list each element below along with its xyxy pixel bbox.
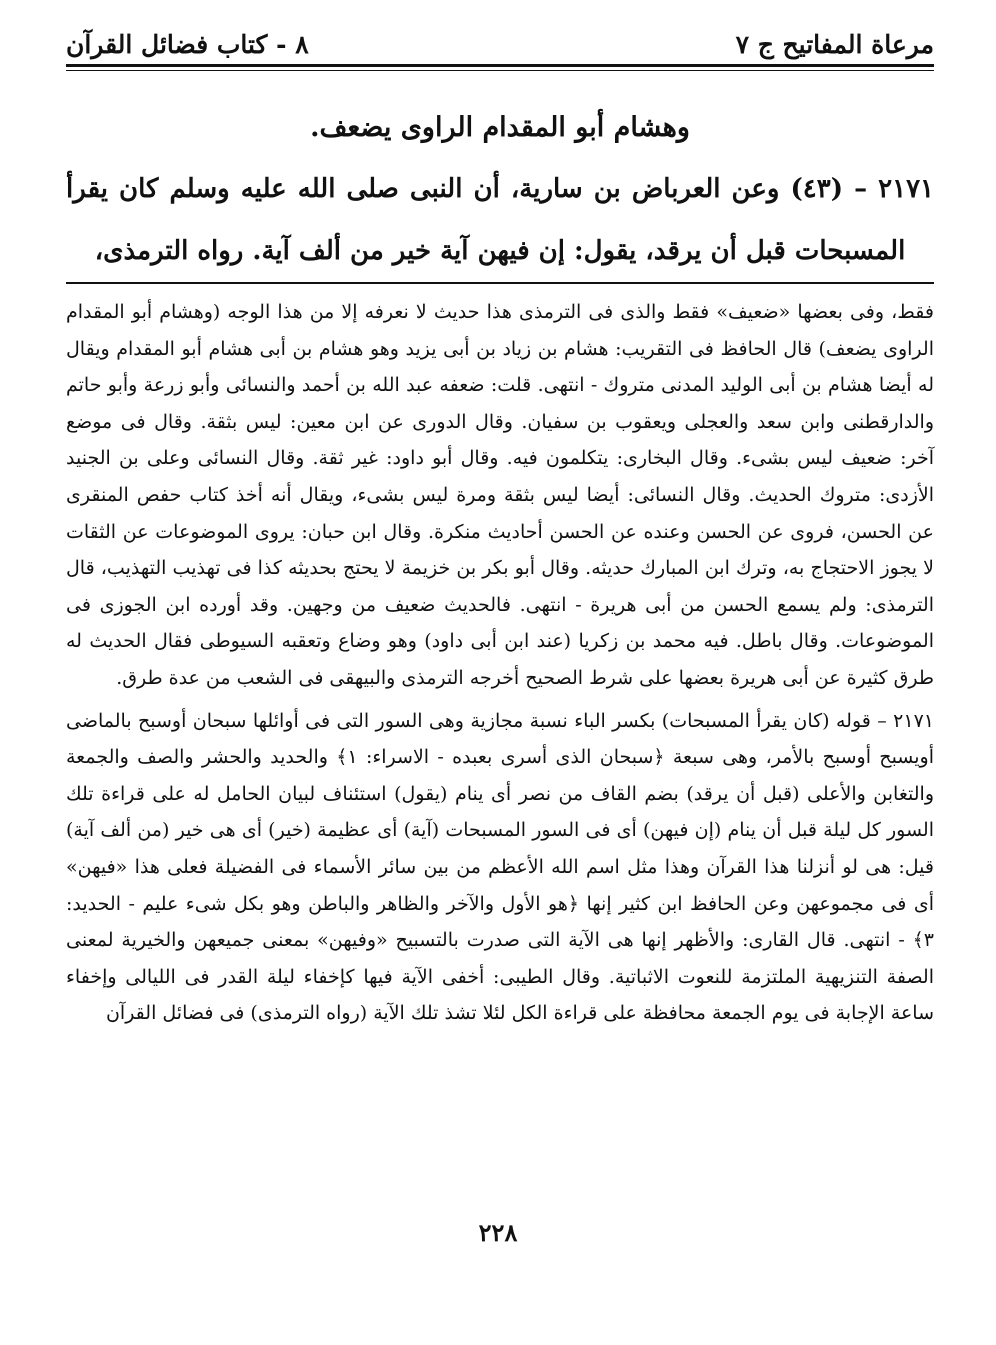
commentary-paragraph-2: ٢١٧١ – قوله (كان يقرأ المسبحات) بكسر الباء نسبة مجازية وهى السور التى فى أوائلها سبحان أوسبح بالماضى أويسبح أوسبح بالأمر، وهى سبعة ﴿سبحان الذى أسرى بعبده - الاسراء: ١﴾ والحديد والحشر والصف والجمعة والتغابن والأعلى (قبل أن يرقد) بضم القاف من نصر أى ينام (يقول) استئناف لبيان الحامل له على قراءة تلك السور كل ليلة قبل أن ينام (إن فيهن) أى فى السور المسبحات (آية) أى عظيمة (خير) أى هى خير (من ألف آية) قيل: هى لو أنزلنا هذا القرآن وهذا مثل اسم الله الأعظم من بين سائر الأسماء فى الفضيلة فعلى هذا «فيهن» أى فى مجموعهن وعن الحافظ ابن كثير إنها ﴿هو الأول والآخر والظاهر والباطن وهو بكل شىء عليم - الحديد: ٣﴾ - انتهى. قال القارى: والأظهر إنها هى الآية التى صدرت بالتسبيح «وفيهن» بمعنى جميعهن والخيرية لمعنى الصفة التنزيهية الملتزمة للنعوت الاثباتية. وقال الطيبى: أخفى الآية فيها كإخفاء ليلة القدر فى الليالى وإخفاء ساعة الإجابة فى يوم الجمعة محافظة على قراءة الكل لئلا تشذ تلك الآية (رواه الترمذى) فى فضائل القرآن xyxy=(66,709,934,1025)
commentary xyxy=(66,294,934,1032)
commentary-paragraph-1: فقط، وفى بعضها «ضعيف» فقط والذى فى الترمذى هذا حديث لا نعرفه إلا من هذا الوجه (وهشام أبو المقدام الراوى يضعف) قال الحافظ فى التقريب: هشام بن زياد بن أبى يزيد وهو هشام بن أبى هشام أبو المقدام ويقال له أيضا هشام بن أبى الوليد المدنى متروك - انتهى. قلت: ضعفه عبد الله بن أحمد والنسائى وأبو زرعة وأبو حاتم والدارقطنى وابن سعد والعجلى ويعقوب بن سفيان. وقال الدورى عن ابن معين: ليس بثقة. وقال فى موضع آخر: ضعيف ليس بشىء. وقال البخارى: يتكلمون فيه. وقال أبو داود: غير ثقة. وقال النسائى وعلى بن الجنيد الأزدى: متروك الحديث. وقال النسائى: أيضا ليس بثقة ومرة ليس بشىء، ويقال أنه أخذ كتاب حفص المنقرى عن الحسن، فروى عن الحسن وعنده عن الحسن أحاديث منكرة. وقال ابن حبان: يروى الموضوعات عن الثقات لا يجوز الاحتجاج به، وترك ابن المبارك حديثه. وقال أبو بكر بن خزيمة لا يحتج بحديثه كذا فى تهذيب التهذيب، قال الترمذى: ولم يسمع الحسن من أبى هريرة - انتهى. فالحديث ضعيف من وجهين. وقد أورده ابن الجوزى فى الموضوعات. وقال باطل. فيه محمد بن زكريا (عند ابن أبى داود) وهو وضاع وتعقبه السيوطى فقال الحديث له طرق كثيرة عن أبى هريرة بعضها على شرط الصحيح أخرجه الترمذى والبيهقى فى الشعب من عدة طرق. xyxy=(66,301,934,689)
heading-line: وهشام أبو المقدام الراوى يضعف. xyxy=(310,112,690,143)
main-text xyxy=(66,102,934,282)
footnote-divider xyxy=(66,282,934,284)
header-chapter-title: ٨ - كتاب فضائل القرآن xyxy=(66,29,309,59)
header-rule xyxy=(66,64,934,67)
header-book-title: مرعاة المفاتيح ج ٧ xyxy=(735,29,934,59)
header-rule-thin xyxy=(66,70,934,71)
running-header xyxy=(66,22,934,66)
page-number: ٢٢٨ xyxy=(478,1218,518,1247)
hadith-text: ٢١٧١ – (٤٣) وعن العرباض بن سارية، أن النبى صلى الله عليه وسلم كان يقرأ المسبحات قبل أن يرقد، يقول: إن فيهن آية خير من ألف آية. رواه الترمذى، xyxy=(66,174,935,266)
